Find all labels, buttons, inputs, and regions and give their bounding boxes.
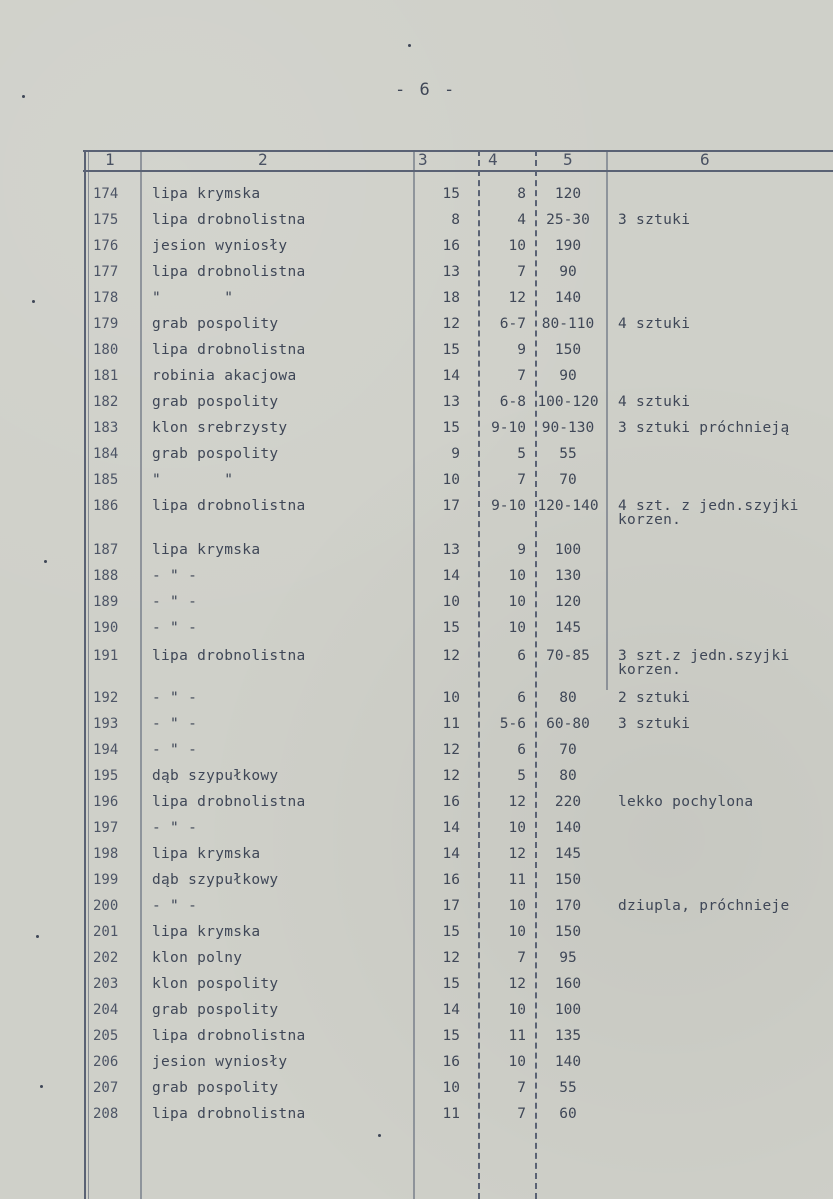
table-row — [0, 446, 833, 472]
circumference-value: 140 — [554, 290, 582, 306]
crown-value: 6 — [517, 690, 526, 706]
species-name: grab pospolity — [152, 1002, 279, 1018]
row-number: 199 — [93, 872, 119, 888]
table-row — [0, 742, 833, 768]
species-name: lipa drobnolistna — [152, 342, 306, 358]
notes: 3 sztuki — [618, 716, 691, 732]
circumference-value: 150 — [554, 924, 582, 940]
crown-value: 6-8 — [499, 394, 526, 410]
table-row — [0, 1106, 833, 1132]
species-name: - " - — [152, 898, 198, 914]
notes: 4 sztuki — [618, 394, 691, 410]
scan-speck — [36, 935, 39, 938]
species-name: klon pospolity — [152, 976, 279, 992]
height-value: 14 — [442, 820, 460, 836]
header-col-3: 3 — [418, 150, 428, 169]
table-row — [0, 1002, 833, 1028]
height-value: 11 — [442, 1106, 460, 1122]
height-value: 12 — [442, 648, 460, 664]
header-col-2: 2 — [258, 150, 268, 169]
circumference-value: 120-140 — [537, 498, 599, 514]
species-name: dąb szypułkowy — [152, 768, 279, 784]
height-value: 15 — [442, 186, 460, 202]
row-number: 198 — [93, 846, 119, 862]
circumference-value: 130 — [554, 568, 582, 584]
height-value: 12 — [442, 950, 460, 966]
height-value: 17 — [442, 498, 460, 514]
circumference-value: 60 — [559, 1106, 577, 1122]
row-number: 181 — [93, 368, 119, 384]
height-value: 10 — [442, 690, 460, 706]
notes: 3 sztuki — [618, 212, 691, 228]
table-row — [0, 212, 833, 238]
row-number: 196 — [93, 794, 119, 810]
row-number: 179 — [93, 316, 119, 332]
crown-value: 12 — [508, 290, 526, 306]
height-value: 16 — [442, 1054, 460, 1070]
row-number: 195 — [93, 768, 119, 784]
height-value: 15 — [442, 342, 460, 358]
table-row — [0, 620, 833, 646]
circumference-value: 70 — [559, 742, 577, 758]
height-value: 12 — [442, 768, 460, 784]
crown-value: 10 — [508, 1054, 526, 1070]
crown-value: 9-10 — [491, 420, 526, 436]
height-value: 12 — [442, 316, 460, 332]
row-number: 200 — [93, 898, 119, 914]
crown-value: 12 — [508, 846, 526, 862]
table-row — [0, 594, 833, 620]
row-number: 177 — [93, 264, 119, 280]
circumference-value: 160 — [554, 976, 582, 992]
crown-value: 6-7 — [499, 316, 526, 332]
row-number: 206 — [93, 1054, 119, 1070]
species-name: lipa krymska — [152, 846, 261, 862]
circumference-value: 80 — [559, 690, 577, 706]
row-number: 189 — [93, 594, 119, 610]
table-row — [0, 290, 833, 316]
table-row — [0, 690, 833, 716]
notes-continued: korzen. — [618, 512, 682, 528]
crown-value: 11 — [508, 1028, 526, 1044]
circumference-value: 100 — [554, 542, 582, 558]
table-row — [0, 264, 833, 290]
circumference-value: 90 — [559, 264, 577, 280]
height-value: 14 — [442, 1002, 460, 1018]
table-row — [0, 924, 833, 950]
crown-value: 7 — [517, 264, 526, 280]
species-name: - " - — [152, 742, 198, 758]
circumference-value: 70-85 — [546, 648, 590, 664]
row-number: 197 — [93, 820, 119, 836]
crown-value: 12 — [508, 794, 526, 810]
species-name: grab pospolity — [152, 316, 279, 332]
scan-speck — [22, 95, 25, 98]
species-name: grab pospolity — [152, 394, 279, 410]
page-number: - 6 - — [395, 80, 457, 100]
row-number: 174 — [93, 186, 119, 202]
circumference-value: 140 — [554, 1054, 582, 1070]
crown-value: 11 — [508, 872, 526, 888]
crown-value: 10 — [508, 898, 526, 914]
species-name: lipa drobnolistna — [152, 794, 306, 810]
species-name: lipa krymska — [152, 186, 261, 202]
row-number: 204 — [93, 1002, 119, 1018]
height-value: 11 — [442, 716, 460, 732]
header-col-4: 4 — [488, 150, 498, 169]
header-col-1: 1 — [105, 150, 115, 169]
height-value: 14 — [442, 368, 460, 384]
height-value: 16 — [442, 794, 460, 810]
height-value: 15 — [442, 1028, 460, 1044]
table-row — [0, 768, 833, 794]
table-row — [0, 394, 833, 420]
row-number: 187 — [93, 542, 119, 558]
species-name: - " - — [152, 620, 198, 636]
crown-value: 7 — [517, 950, 526, 966]
header-col-5: 5 — [563, 150, 573, 169]
notes: lekko pochylona — [618, 794, 754, 810]
crown-value: 7 — [517, 472, 526, 488]
height-value: 8 — [451, 212, 460, 228]
species-name: robinia akacjowa — [152, 368, 297, 384]
circumference-value: 170 — [554, 898, 582, 914]
species-name: - " - — [152, 716, 198, 732]
crown-value: 5-6 — [499, 716, 526, 732]
species-name: - " - — [152, 594, 198, 610]
height-value: 16 — [442, 872, 460, 888]
height-value: 10 — [442, 472, 460, 488]
height-value: 13 — [442, 542, 460, 558]
row-number: 191 — [93, 648, 119, 664]
circumference-value: 70 — [559, 472, 577, 488]
row-number: 175 — [93, 212, 119, 228]
scan-speck — [378, 1134, 381, 1137]
species-name: jesion wyniosły — [152, 1054, 288, 1070]
height-value: 15 — [442, 420, 460, 436]
table-row — [0, 238, 833, 264]
notes: 4 szt. z jedn.szyjki — [618, 498, 799, 514]
height-value: 15 — [442, 620, 460, 636]
crown-value: 4 — [517, 212, 526, 228]
circumference-value: 150 — [554, 872, 582, 888]
table-row — [0, 872, 833, 898]
row-number: 186 — [93, 498, 119, 514]
row-number: 192 — [93, 690, 119, 706]
circumference-value: 55 — [559, 446, 577, 462]
table-row — [0, 820, 833, 846]
height-value: 12 — [442, 742, 460, 758]
crown-value: 5 — [517, 446, 526, 462]
row-number: 188 — [93, 568, 119, 584]
circumference-value: 145 — [554, 846, 582, 862]
height-value: 17 — [442, 898, 460, 914]
crown-value: 10 — [508, 620, 526, 636]
row-number: 185 — [93, 472, 119, 488]
species-name: lipa drobnolistna — [152, 264, 306, 280]
crown-value: 7 — [517, 1106, 526, 1122]
row-number: 178 — [93, 290, 119, 306]
crown-value: 10 — [508, 820, 526, 836]
row-number: 193 — [93, 716, 119, 732]
species-name: " " — [152, 472, 234, 488]
table-row — [0, 950, 833, 976]
species-name: lipa drobnolistna — [152, 1106, 306, 1122]
circumference-value: 25-30 — [546, 212, 590, 228]
table-row — [0, 846, 833, 872]
row-number: 176 — [93, 238, 119, 254]
table-row — [0, 186, 833, 212]
crown-value: 10 — [508, 568, 526, 584]
height-value: 10 — [442, 594, 460, 610]
row-number: 201 — [93, 924, 119, 940]
table-row — [0, 794, 833, 820]
table-row — [0, 342, 833, 368]
row-number: 183 — [93, 420, 119, 436]
height-value: 9 — [451, 446, 460, 462]
crown-value: 10 — [508, 594, 526, 610]
crown-value: 6 — [517, 648, 526, 664]
circumference-value: 190 — [554, 238, 582, 254]
table-row — [0, 368, 833, 394]
notes-continued: korzen. — [618, 662, 682, 678]
crown-value: 9-10 — [491, 498, 526, 514]
circumference-value: 135 — [554, 1028, 582, 1044]
notes: 3 sztuki próchnieją — [618, 420, 790, 436]
circumference-value: 90 — [559, 368, 577, 384]
species-name: - " - — [152, 690, 198, 706]
circumference-value: 95 — [559, 950, 577, 966]
row-number: 203 — [93, 976, 119, 992]
height-value: 18 — [442, 290, 460, 306]
row-number: 180 — [93, 342, 119, 358]
species-name: lipa drobnolistna — [152, 498, 306, 514]
crown-value: 10 — [508, 924, 526, 940]
notes: 4 sztuki — [618, 316, 691, 332]
table-row — [0, 568, 833, 594]
circumference-value: 120 — [554, 186, 582, 202]
scan-speck — [40, 1085, 43, 1088]
circumference-value: 145 — [554, 620, 582, 636]
crown-value: 8 — [517, 186, 526, 202]
table-row — [0, 716, 833, 742]
scan-speck — [32, 300, 35, 303]
species-name: lipa drobnolistna — [152, 1028, 306, 1044]
table-row — [0, 976, 833, 1002]
scan-speck — [408, 44, 411, 47]
table-row — [0, 1054, 833, 1080]
circumference-value: 100 — [554, 1002, 582, 1018]
header-bottom-rule — [83, 170, 833, 172]
crown-value: 9 — [517, 342, 526, 358]
row-number: 205 — [93, 1028, 119, 1044]
species-name: lipa drobnolistna — [152, 212, 306, 228]
table-row — [0, 472, 833, 498]
height-value: 10 — [442, 1080, 460, 1096]
row-number: 190 — [93, 620, 119, 636]
crown-value: 5 — [517, 768, 526, 784]
table-row — [0, 498, 833, 538]
crown-value: 6 — [517, 742, 526, 758]
crown-value: 12 — [508, 976, 526, 992]
species-name: dąb szypułkowy — [152, 872, 279, 888]
height-value: 14 — [442, 846, 460, 862]
row-number: 184 — [93, 446, 119, 462]
height-value: 15 — [442, 924, 460, 940]
table-row — [0, 542, 833, 568]
row-number: 194 — [93, 742, 119, 758]
crown-value: 10 — [508, 238, 526, 254]
header-col-6: 6 — [700, 150, 710, 169]
circumference-value: 100-120 — [537, 394, 599, 410]
species-name: " " — [152, 290, 234, 306]
scan-speck — [44, 560, 47, 563]
height-value: 14 — [442, 568, 460, 584]
species-name: - " - — [152, 820, 198, 836]
table-row — [0, 1028, 833, 1054]
crown-value: 7 — [517, 1080, 526, 1096]
height-value: 13 — [442, 394, 460, 410]
species-name: lipa krymska — [152, 542, 261, 558]
row-number: 207 — [93, 1080, 119, 1096]
species-name: lipa krymska — [152, 924, 261, 940]
header-top-rule — [83, 150, 833, 152]
crown-value: 7 — [517, 368, 526, 384]
row-number: 208 — [93, 1106, 119, 1122]
species-name: grab pospolity — [152, 446, 279, 462]
species-name: klon polny — [152, 950, 243, 966]
circumference-value: 120 — [554, 594, 582, 610]
row-number: 202 — [93, 950, 119, 966]
species-name: lipa drobnolistna — [152, 648, 306, 664]
notes: dziupla, próchnieje — [618, 898, 790, 914]
circumference-value: 80-110 — [541, 316, 595, 332]
row-number: 182 — [93, 394, 119, 410]
species-name: - " - — [152, 568, 198, 584]
height-value: 13 — [442, 264, 460, 280]
species-name: jesion wyniosły — [152, 238, 288, 254]
table-row — [0, 648, 833, 688]
circumference-value: 140 — [554, 820, 582, 836]
circumference-value: 220 — [554, 794, 582, 810]
notes: 2 sztuki — [618, 690, 691, 706]
height-value: 16 — [442, 238, 460, 254]
species-name: grab pospolity — [152, 1080, 279, 1096]
table-row — [0, 420, 833, 446]
table-row — [0, 316, 833, 342]
crown-value: 9 — [517, 542, 526, 558]
table-row — [0, 1080, 833, 1106]
circumference-value: 60-80 — [546, 716, 590, 732]
circumference-value: 90-130 — [541, 420, 595, 436]
circumference-value: 80 — [559, 768, 577, 784]
table-row — [0, 898, 833, 924]
circumference-value: 55 — [559, 1080, 577, 1096]
notes: 3 szt.z jedn.szyjki — [618, 648, 790, 664]
circumference-value: 150 — [554, 342, 582, 358]
species-name: klon srebrzysty — [152, 420, 288, 436]
crown-value: 10 — [508, 1002, 526, 1018]
height-value: 15 — [442, 976, 460, 992]
